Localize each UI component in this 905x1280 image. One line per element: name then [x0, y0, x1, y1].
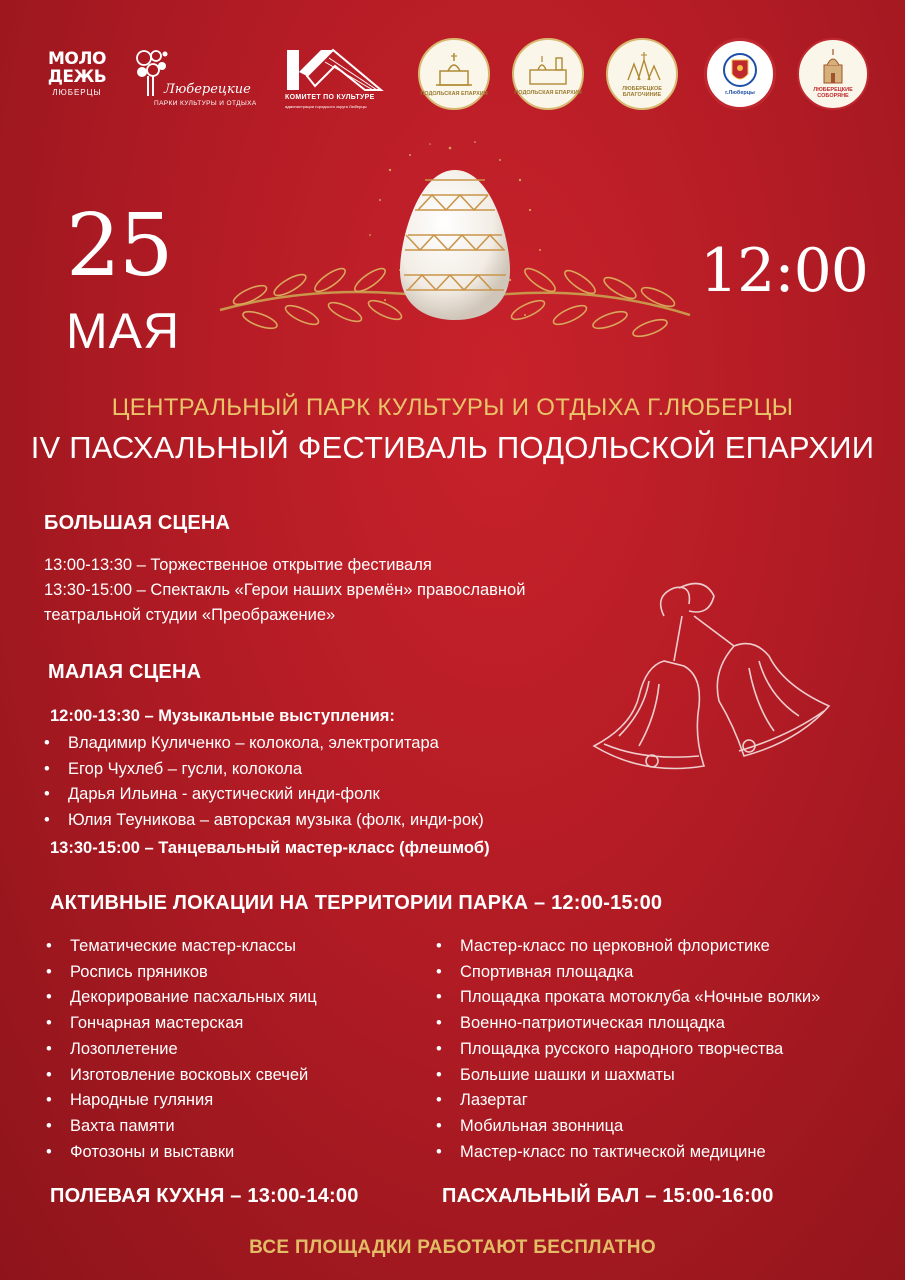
list-item: • Тематические мастер-классы	[46, 934, 317, 960]
soboryane-logo-label: ЛЮБЕРЕЦКИЕ СОБОРЯНЕ	[813, 87, 853, 99]
coat-of-arms-icon	[722, 52, 758, 88]
parks-logo-subtitle: ПАРКИ КУЛЬТУРЫ И ОТДЫХА	[154, 100, 257, 107]
eparchy-logo-label: ПОДОЛЬСКАЯ ЕПАРХИЯ	[420, 91, 488, 97]
komitet-logo-subtitle: администрации городского округа Люберцы	[285, 104, 367, 109]
soboryane-logo	[797, 38, 869, 110]
dance-heading: 13:30-15:00 – Танцевальный мастер-класс (флешмоб)	[50, 839, 490, 857]
active-locations-title: АКТИВНЫЕ ЛОКАЦИИ НА ТЕРРИТОРИИ ПАРКА – 12:00-15:00	[50, 892, 663, 914]
studio-logo-label: ПОДОЛЬСКАЯ ЕПАРХИЯ	[514, 90, 582, 96]
list-item: • Мобильная звонница	[436, 1114, 820, 1140]
list-item: • Декорирование пасхальных яиц	[46, 985, 317, 1011]
domes-icon	[622, 50, 662, 84]
blagochinie-logo-label: ЛЮБЕРЕЦКОЕ БЛАГОЧИНИЕ	[622, 86, 662, 98]
easter-egg-illustration	[210, 140, 700, 370]
list-item: • Вахта памяти	[46, 1114, 317, 1140]
music-heading: 12:00-13:30 – Музыкальные выступления:	[50, 707, 395, 725]
list-item: • Лазертаг	[436, 1088, 820, 1114]
easter-egg-icon	[400, 170, 510, 320]
list-item: • Мастер-класс по тактической медицине	[436, 1140, 820, 1166]
sport-logo-label: г.Люберцы	[725, 90, 755, 96]
sport-committee-logo	[704, 38, 776, 110]
small-stage-title: МАЛАЯ СЦЕНА	[48, 661, 202, 683]
eparchy-logo	[418, 38, 490, 110]
blagochinie-logo	[606, 38, 678, 110]
komitet-k-icon	[285, 48, 385, 92]
easter-ball: ПАСХАЛЬНЫЙ БАЛ – 15:00-16:00	[442, 1185, 774, 1207]
free-notice: ВСЕ ПЛОЩАДКИ РАБОТАЮТ БЕСПЛАТНО	[249, 1237, 656, 1258]
list-item: • Народные гуляния	[46, 1088, 317, 1114]
list-item: • Дарья Ильина - акустический инди-фолк	[44, 782, 484, 808]
list-item: • Роспись пряников	[46, 960, 317, 986]
festival-title: IV ПАСХАЛЬНЫЙ ФЕСТИВАЛЬ ПОДОЛЬСКОЙ ЕПАРХИИ	[30, 430, 875, 465]
schedule-line: 13:00-13:30 – Торжественное открытие фестиваля	[44, 556, 432, 574]
list-item: • Фотозоны и выставки	[46, 1140, 317, 1166]
list-item: • Изготовление восковых свечей	[46, 1063, 317, 1089]
list-item: • Площадка проката мотоклуба «Ночные волки»	[436, 985, 820, 1011]
active-list-left	[46, 934, 317, 1165]
church-icon	[526, 52, 570, 88]
list-item: • Юлия Теуникова – авторская музыка (фолк, инди-рок)	[44, 808, 484, 834]
schedule-line: театральной студии «Преображение»	[44, 606, 336, 624]
active-list-right	[436, 934, 820, 1165]
komitet-logo-title: КОМИТЕТ ПО КУЛЬТУРЕ	[285, 94, 375, 101]
cathedral-icon	[434, 51, 474, 89]
bells-icon	[584, 576, 834, 796]
list-item: • Владимир Куличенко – колокола, электрогитара	[44, 731, 484, 757]
parks-logo-title: Люберецкие	[164, 82, 251, 97]
big-stage-schedule	[44, 553, 525, 628]
logo-row	[0, 38, 905, 118]
list-item: • Большие шашки и шахматы	[436, 1063, 820, 1089]
molodezh-logo-line1: МОЛО	[48, 49, 106, 69]
list-item: • Спортивная площадка	[436, 960, 820, 986]
venue-title: ЦЕНТРАЛЬНЫЙ ПАРК КУЛЬТУРЫ И ОТДЫХА Г.ЛЮБЕРЦЫ	[111, 394, 794, 421]
list-item: • Мастер-класс по церковной флористике	[436, 934, 820, 960]
field-kitchen: ПОЛЕВАЯ КУХНЯ – 13:00-14:00	[50, 1185, 359, 1207]
list-item: • Площадка русского народного творчества	[436, 1037, 820, 1063]
event-time: 12:00	[700, 236, 868, 306]
list-item: • Военно-патриотическая площадка	[436, 1011, 820, 1037]
molodezh-logo-line2: ДЕЖЬ	[47, 67, 107, 87]
church-tower-icon	[816, 49, 850, 85]
big-stage-title: БОЛЬШАЯ СЦЕНА	[44, 512, 231, 534]
schedule-line: 13:30-15:00 – Спектакль «Герои наших времён» православной	[44, 581, 526, 599]
list-item: • Егор Чухлеб – гусли, колокола	[44, 757, 484, 783]
event-day: 25	[66, 196, 172, 296]
molodezh-logo-city: ЛЮБЕРЦЫ	[52, 88, 102, 97]
list-item: • Гончарная мастерская	[46, 1011, 317, 1037]
event-month: МАЯ	[66, 303, 181, 359]
studio-logo	[512, 38, 584, 110]
molodezh-logo	[37, 50, 117, 97]
performer-list	[44, 731, 484, 834]
list-item: • Лозоплетение	[46, 1037, 317, 1063]
